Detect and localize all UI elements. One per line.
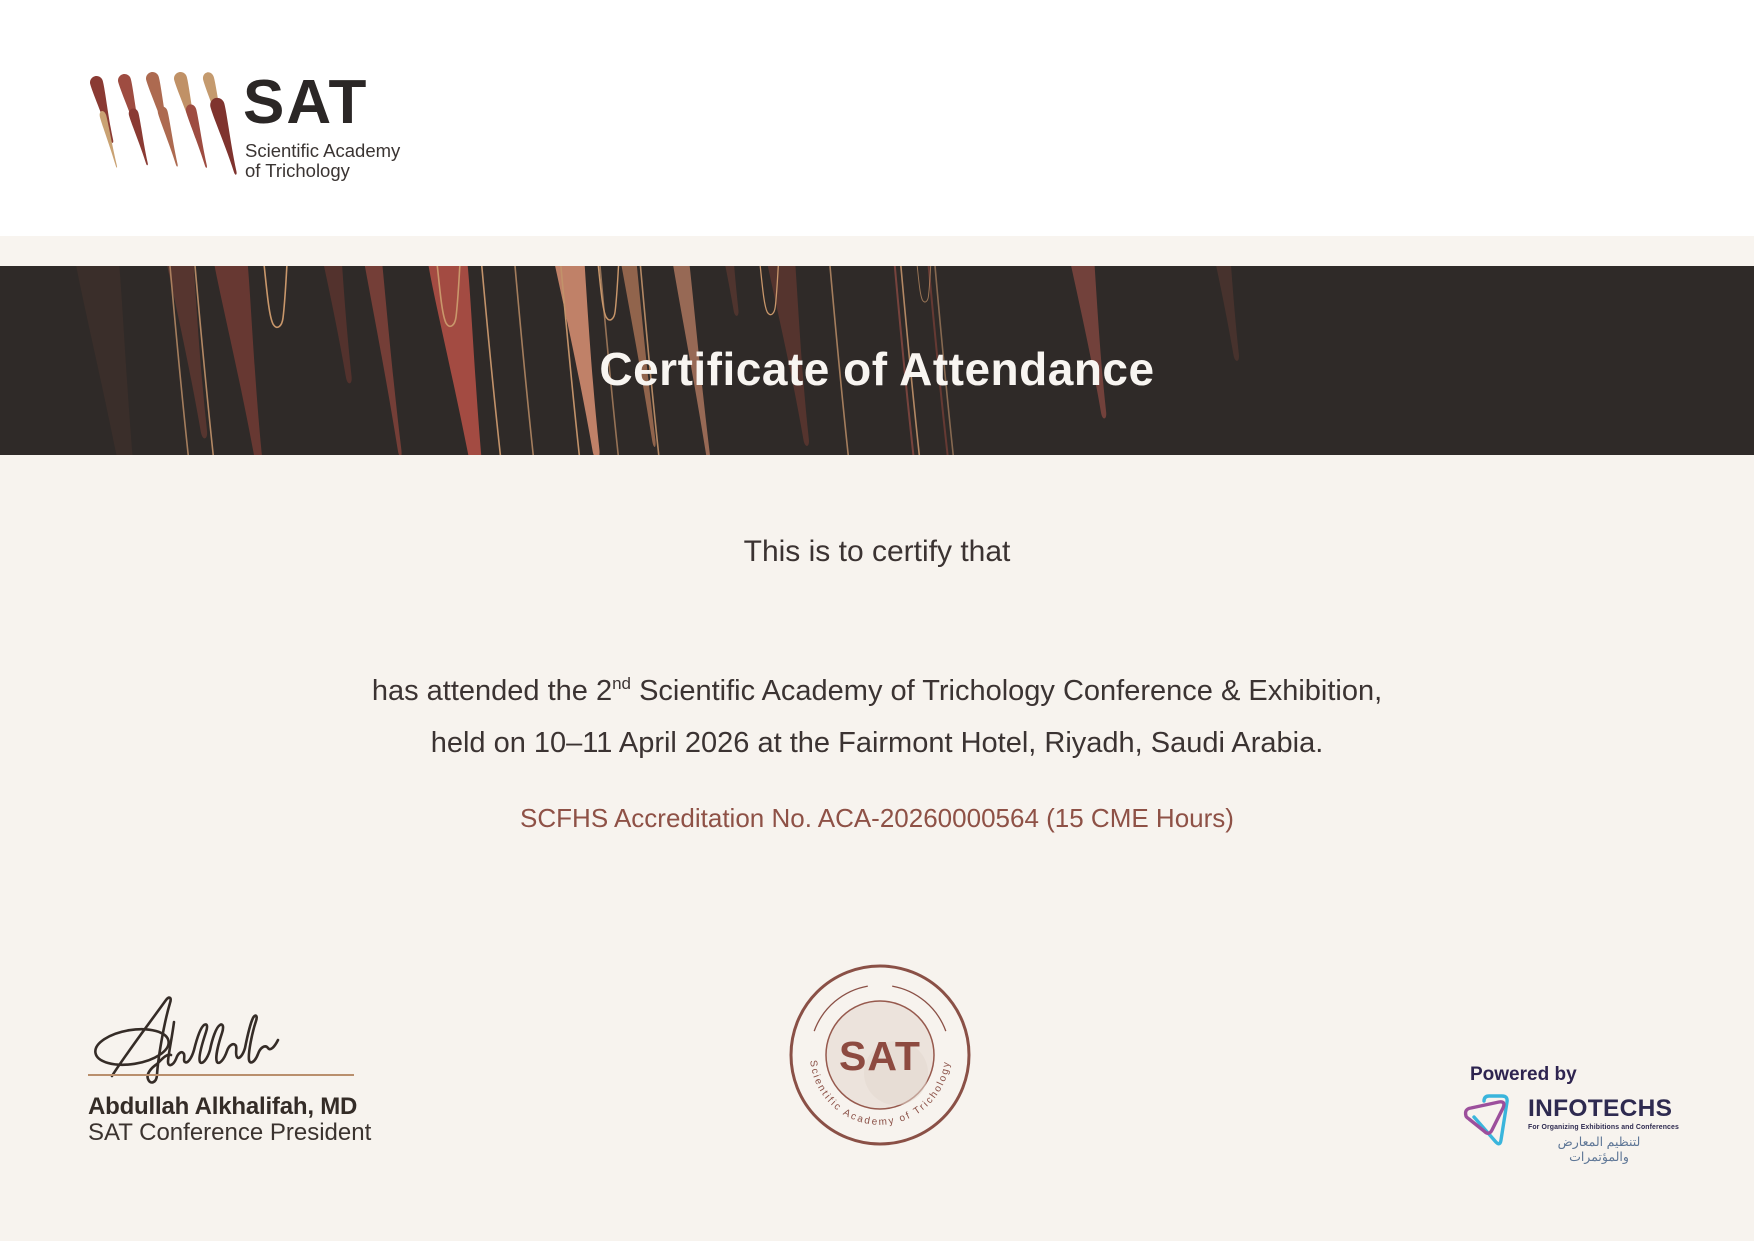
- brand-name: [245, 141, 400, 180]
- signatory-title: SAT Conference President: [88, 1119, 372, 1146]
- signatory-name: Abdullah Alkhalifah, MD: [88, 1093, 358, 1120]
- brand-name-line1: Scientific Academy: [245, 140, 401, 161]
- partner-tagline: For Organizing Exhibitions and Conferences: [1528, 1124, 1679, 1131]
- ordinal-superscript: nd: [612, 674, 632, 693]
- signature-line: [88, 1074, 354, 1076]
- partner-arabic-text: لتنظيم المعارض والمؤتمرات: [1557, 1135, 1641, 1164]
- partner-name: INFOTECHS: [1528, 1095, 1673, 1122]
- title-banner: [0, 266, 1754, 455]
- attendance-line1-prefix: has attended the 2: [371, 675, 613, 707]
- certificate-title: Certificate of Attendance: [599, 343, 1155, 395]
- seal-center-text: SAT: [839, 1033, 921, 1079]
- sat-seal-icon: [788, 963, 972, 1147]
- attendance-line1: [0, 667, 1754, 719]
- sat-hair-strands-icon: [84, 70, 240, 182]
- partner-block: [1528, 1095, 1679, 1164]
- powered-by-label: Powered by: [1470, 1064, 1577, 1085]
- brand-name-line2: of Trichology: [245, 159, 350, 181]
- seal-ring-text: Scientific Academy of Trichology: [807, 1059, 953, 1128]
- brand-wordmark: SAT: [243, 68, 369, 137]
- attendance-line2: held on 10–11 April 2026 at the Fairmont Hotel, Riyadh, Saudi Arabia.: [430, 727, 1324, 759]
- accreditation-text: SCFHS Accreditation No. ACA-20260000564 (15 CME Hours): [520, 803, 1234, 833]
- attendance-statement: [0, 667, 1754, 768]
- infotechs-logo-icon: [1462, 1093, 1522, 1151]
- certify-intro-text: This is to certify that: [743, 535, 1011, 568]
- attendance-line1-suffix: Scientific Academy of Trichology Conference & Exhibition,: [631, 675, 1383, 707]
- divider-strip: [0, 236, 1754, 266]
